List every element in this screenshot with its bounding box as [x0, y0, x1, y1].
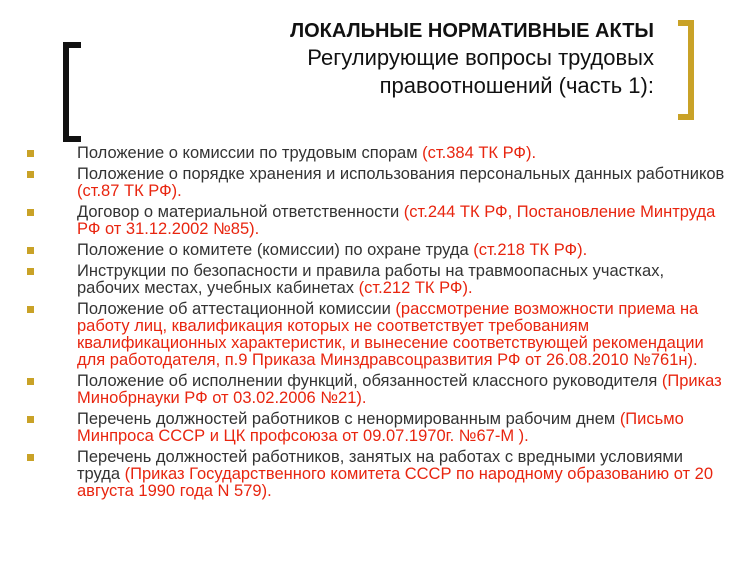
square-bullet-icon — [27, 171, 34, 178]
list-item — [27, 204, 727, 238]
title-block — [290, 18, 654, 100]
list-item — [27, 411, 727, 445]
item-text: Положение об исполнении функций, обязанностей классного руководителя — [77, 372, 662, 390]
item-reference: (рассмотрение возможности приема на работу лиц, квалификация которых не соответствует требованиям квалификационных характеристик, и вынесение соответствующей рекомендации для работодателя, п.9 Приказа Минздравсоцразвития РФ от 26.08.2010 №761н). — [77, 300, 704, 369]
page-subtitle-line-1: Регулирующие вопросы трудовых — [307, 45, 654, 70]
item-reference: (ст.244 ТК РФ, Постановление Минтруда РФ от 31.12.2002 №85). — [77, 203, 716, 238]
item-text: Положение о комиссии по трудовым спорам — [77, 144, 423, 162]
item-text: Положение об аттестационной комиссии — [77, 300, 396, 318]
square-bullet-icon — [27, 209, 34, 216]
item-reference: (Письмо Минпроса СССР и ЦК профсоюза от 09.07.1970г. №67-М ). — [77, 410, 684, 445]
page-title: ЛОКАЛЬНЫЕ НОРМАТИВНЫЕ АКТЫ — [290, 20, 654, 42]
item-reference: (ст.218 ТК РФ). — [473, 241, 588, 259]
page-subtitle-line-2: правоотношений (часть 1): — [379, 73, 654, 98]
square-bullet-icon — [27, 268, 34, 275]
item-text: Положение о комитете (комиссии) по охране труда — [77, 241, 474, 259]
item-reference: (ст.212 ТК РФ). — [358, 279, 473, 297]
list-item — [27, 145, 727, 162]
right-bracket-decoration — [678, 20, 694, 120]
square-bullet-icon — [27, 150, 34, 157]
list-item — [27, 373, 727, 407]
acts-list — [27, 145, 727, 504]
list-item — [27, 242, 727, 259]
list-item — [27, 263, 727, 297]
list-item — [27, 449, 727, 500]
item-reference: (ст.87 ТК РФ). — [77, 182, 182, 200]
square-bullet-icon — [27, 247, 34, 254]
item-reference: (Приказ Государственного комитета СССР по народному образованию от 20 августа 1990 года N 579). — [77, 465, 714, 500]
square-bullet-icon — [27, 378, 34, 385]
list-item — [27, 166, 727, 200]
item-text: Положение о порядке хранения и использования персональных данных работников — [77, 165, 725, 183]
square-bullet-icon — [27, 416, 34, 423]
square-bullet-icon — [27, 306, 34, 313]
item-reference: (ст.384 ТК РФ). — [422, 144, 537, 162]
square-bullet-icon — [27, 454, 34, 461]
item-text: Инструкции по безопасности и правила работы на травмоопасных участках, рабочих местах, учебных кабинетах — [77, 262, 665, 297]
item-text: Договор о материальной ответственности — [77, 203, 404, 221]
left-bracket-decoration — [63, 42, 81, 142]
item-text: Перечень должностей работников с ненормированным рабочим днем — [77, 410, 620, 428]
item-text: Перечень должностей работников, занятых на работах с вредными условиями труда — [77, 448, 683, 483]
list-item — [27, 301, 727, 369]
item-reference: (Приказ Минобрнауки РФ от 03.02.2006 №21). — [77, 372, 722, 407]
